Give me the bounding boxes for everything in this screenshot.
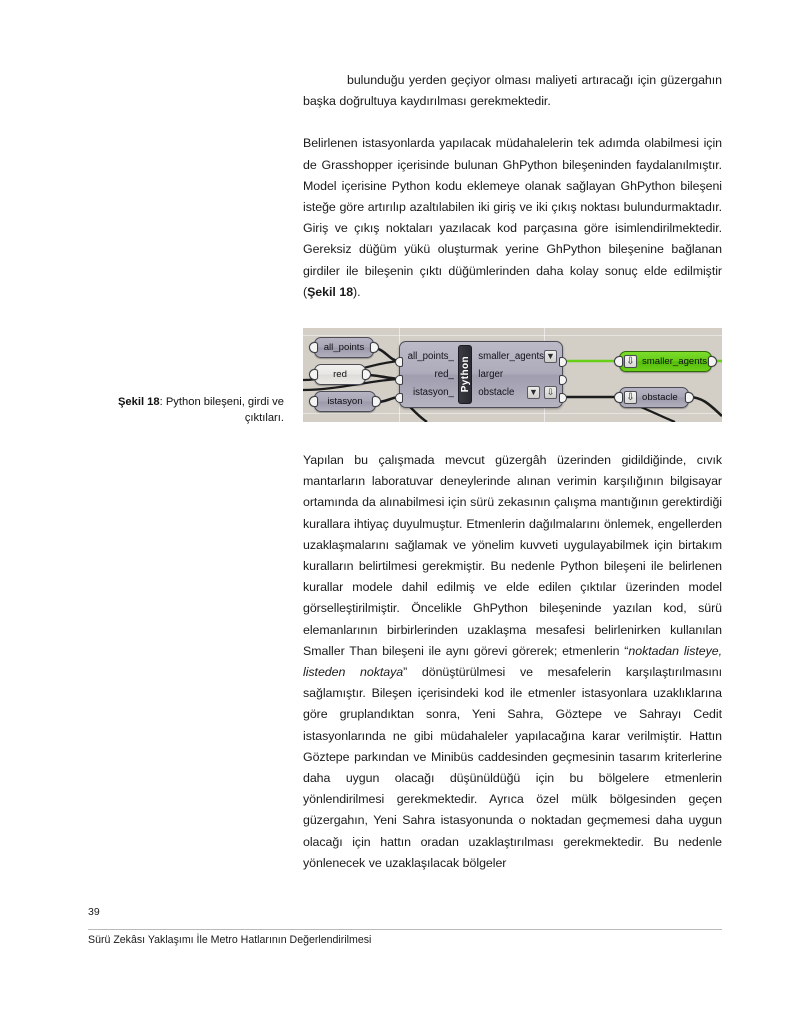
- paragraph-swarm-rules-text: Yapılan bu çalışmada mevcut güzergâh üzerinden gidildiğinde, cıvık mantarların laboratuvar deneylerinde alınan verimin karşılığının bilgisayar ortamında da alınabilmesi için sürü zekasının çalışma mantığının gerektirdiği kurallara ihtiyaç duyulmuştur. Etmenlerin dağılmalarını önlemek, engellerden uzaklaşmalarını sağlamak ve yönelim kuvveti uygulayabilmek için birtakım kuralların belirtilmesi gerekmiştir. Bu nedenle Python bileşeni ile belirlenen kurallar modele dahil edilmiş ve elde edilen çıktılar üzerinden model görselleştirilmiştir. Öncelikle GhPython bileşeninde yazılan kod, sürü elemanlarının birbirlerinden uzaklaşma mesafesi belirlenirken kullanılan Smaller Than bileşeni ile aynı görevi görerek; etmenlerin “: [303, 453, 722, 658]
- node-obstacle-output[interactable]: [619, 387, 689, 408]
- quoted-phrase: noktadan listeye, listeden noktaya: [303, 643, 723, 680]
- paragraph-ghpython: [303, 133, 722, 303]
- node-knob-left-icon: [614, 356, 623, 367]
- figure-reference: Şekil 18: [307, 284, 354, 299]
- input-port-istasyon[interactable]: istasyon_: [412, 387, 454, 399]
- flatten-icon[interactable]: ▼: [527, 386, 540, 399]
- component-title-label: Python: [459, 356, 471, 393]
- figure-caption-label: Şekil 18: [117, 396, 160, 408]
- component-title-bar: [458, 345, 472, 404]
- figure-caption: [112, 395, 284, 426]
- output-row-smaller-agents: [478, 347, 562, 365]
- output-row-larger: [478, 365, 562, 383]
- input-port-nub[interactable]: [395, 357, 403, 367]
- paragraph-swarm-rules-tail: ” dönüştürülmesi ve mesafelerin karşılaştırılmasını sağlamıştır. Bileşen içerisindeki kod ile etmenler istasyonlara uzaklıklarına göre gruplandıktan sonra, Yeni Sahra, Göztepe ve Sahrayı Cedit istasyonlarında ne gibi müdahaleler yapılacağına karar verilmiştir. Hattın Göztepe parkından ve Minibüs caddesinden geçmesinin tasarım kriterlerine daha uygun olacağı düşünüldüğü için bu bölgelere etmenlerin yönlendirilmesi gerekmektedir. Ayrıca özel mülk bölgesinden geçen güzergahın, Yeni Sahra istasyonunda o noktadan geçmemesi daha uygun olacağı için hattın oradan uzaklaştırılması gerekmektedir. Bu nedenle yönlenecek ve uzaklaşılacak bölgeler: [303, 665, 723, 870]
- output-port-obstacle[interactable]: obstacle: [478, 387, 515, 399]
- node-knob-left-icon: [309, 342, 318, 353]
- paragraph-swarm-rules: [303, 450, 722, 874]
- main-text-column: [303, 70, 722, 303]
- grasshopper-canvas-image: [303, 328, 722, 422]
- node-red[interactable]: [314, 364, 366, 385]
- component-outputs: [472, 342, 562, 407]
- flatten-icon[interactable]: ▼: [544, 350, 557, 363]
- input-port-red[interactable]: red_: [434, 368, 454, 380]
- paragraph-ghpython-tail: ).: [353, 284, 361, 299]
- main-text-column-lower: [303, 450, 722, 874]
- graft-icon[interactable]: ⇩: [544, 386, 557, 399]
- node-red-label: red: [333, 369, 347, 380]
- node-istasyon[interactable]: [314, 391, 376, 412]
- output-port-smaller-agents[interactable]: smaller_agents: [478, 350, 544, 362]
- node-all-points[interactable]: [314, 337, 374, 358]
- node-knob-left-icon: [614, 392, 623, 403]
- down-arrow-icon[interactable]: ⇩: [624, 355, 637, 368]
- output-icons-obstacle: [527, 386, 562, 399]
- footer-divider: [88, 929, 722, 930]
- component-inputs: [400, 342, 458, 407]
- node-knob-left-icon: [309, 369, 318, 380]
- node-knob-left-icon: [309, 396, 318, 407]
- python-component[interactable]: [399, 341, 563, 408]
- node-smaller-agents-label: smaller_agents: [642, 356, 708, 367]
- wire-obstacle-tail: [689, 397, 722, 416]
- page-number: 39: [88, 906, 100, 918]
- footer-document-title: Sürü Zekâsı Yaklaşımı İle Metro Hatlarının Değerlendirilmesi: [88, 934, 372, 946]
- input-port-nub[interactable]: [395, 375, 403, 385]
- output-row-obstacle: [478, 384, 562, 402]
- paragraph-gap: [303, 112, 722, 133]
- input-port-all-points[interactable]: all_points_: [407, 350, 454, 362]
- output-port-larger[interactable]: larger: [478, 368, 504, 380]
- node-smaller-agents-output[interactable]: [619, 351, 712, 372]
- node-istasyon-label: istasyon: [327, 396, 363, 407]
- figure-caption-text: : Python bileşeni, girdi ve çıktıları.: [159, 396, 284, 424]
- input-port-nub[interactable]: [395, 393, 403, 403]
- node-all-points-label: all_points: [323, 342, 365, 353]
- node-obstacle-label: obstacle: [642, 392, 678, 403]
- down-arrow-icon[interactable]: ⇩: [624, 391, 637, 404]
- paragraph-ghpython-text: Belirlenen istasyonlarda yapılacak müdahalelerin tek adımda olabilmesi için de Grasshopper içerisinde bulunan GhPython bileşeninden faydalanılmıştır. Model içerisine Python kodu eklemeye olanak sağlayan GhPython bileşeni isteğe göre artırılıp azaltılabilen iki giriş ve iki çıkış noktası bulundurmaktadır. Giriş ve çıkış noktaları yazılacak kod parçasına göre isimlendirilmektedir. Gereksiz düğüm yükü oluşturmak yerine GhPython bileşenine bağlanan girdiler ile bileşenin çıktı düğümlerinden daha kolay sonuç elde edilmiştir (: [303, 136, 722, 299]
- paragraph-continued: bulunduğu yerden geçiyor olması maliyeti artıracağı için güzergahın başka doğrultuya kaydırılması gerekmektedir.: [303, 73, 722, 109]
